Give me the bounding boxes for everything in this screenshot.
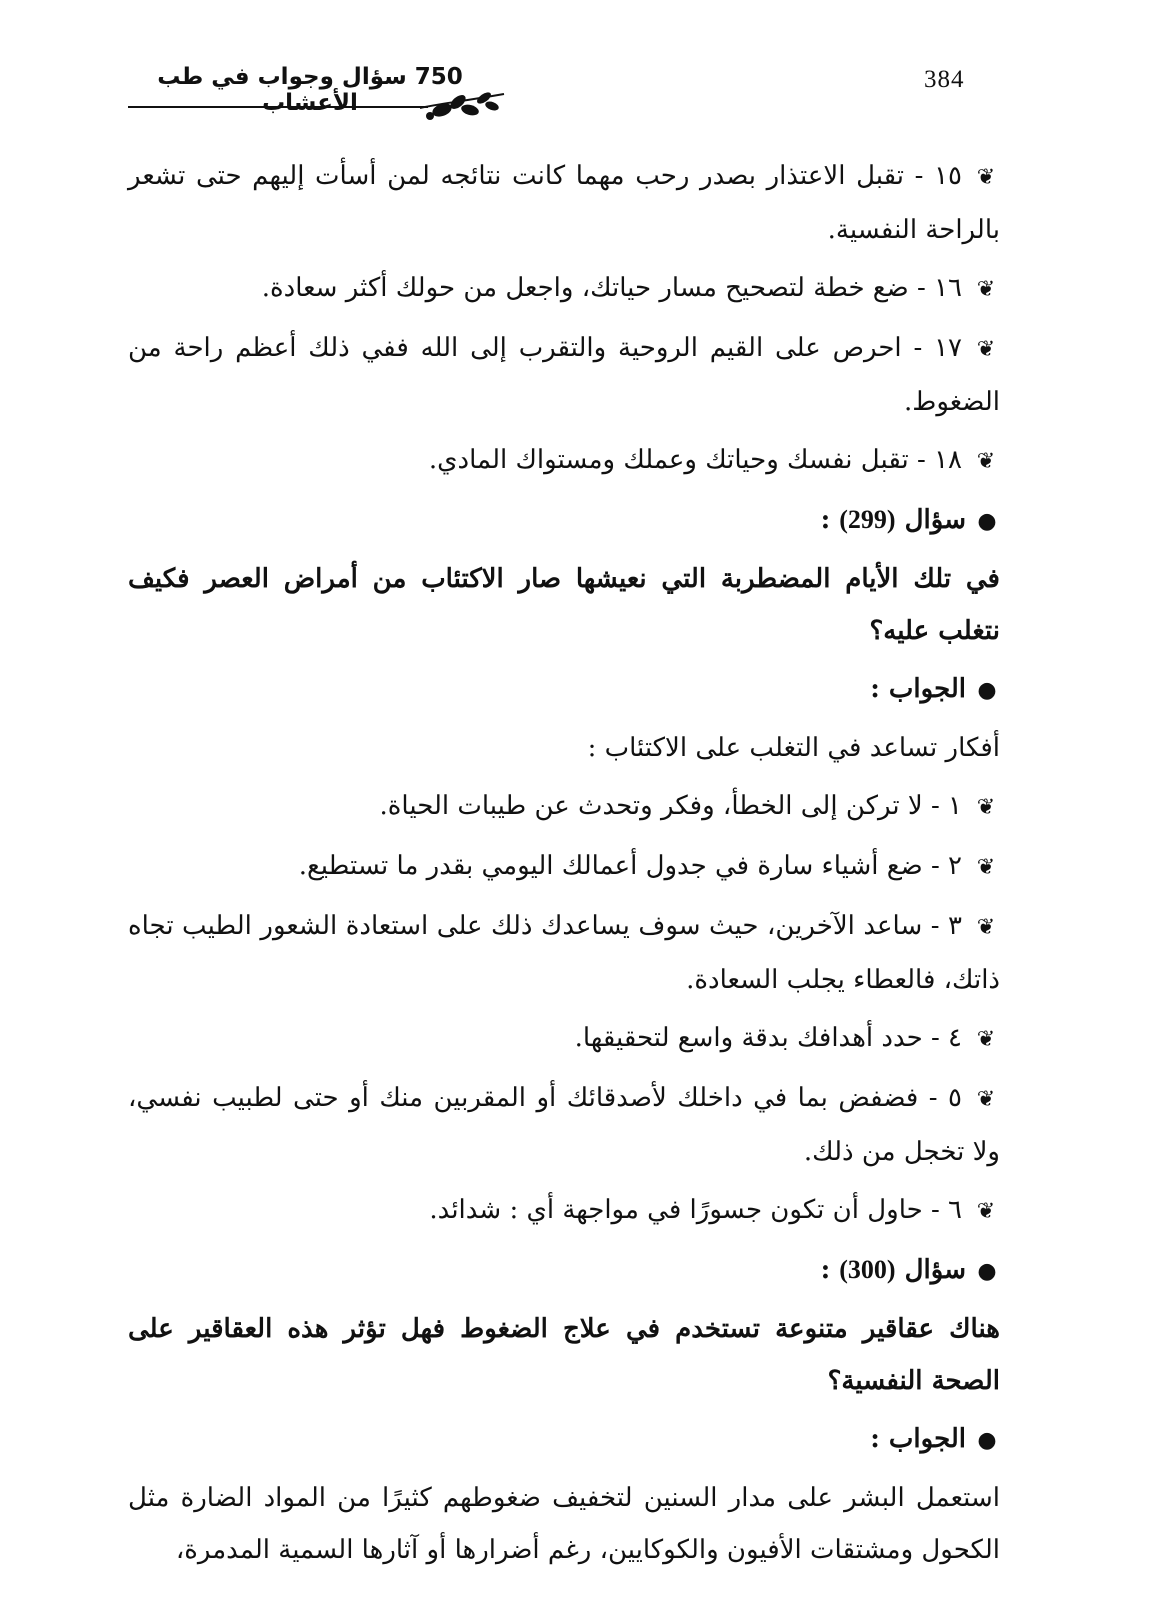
answer-text: استعمل البشر على مدار السنين لتخفيف ضغوطهم كثيرًا من المواد الضارة مثل الكحول ومشتقات الأفيون والكوكايين، رغم أضرارها أو آثارها السمية المدمرة، [128,1483,1000,1565]
item-number: ٦ [948,1195,962,1225]
apple-icon: ● [977,1258,997,1284]
leaf-bullet-icon: ❦ [976,1027,996,1052]
answer-heading [128,663,1000,716]
leaf-bullet-icon: ❦ [976,277,996,302]
question-number: (300) [839,1255,896,1284]
leaf-bullet-icon: ❦ [976,337,996,362]
item-text: فضفض بما في داخلك لأصدقائك أو المقربين منك أو حتى لطبيب نفسي، ولا تخجل من ذلك. [128,1083,1000,1167]
apple-icon: ● [977,508,997,534]
answer-intro: أفكار تساعد في التغلب على الاكتئاب : [587,733,1000,763]
item-number: ٥ [948,1083,962,1113]
item-text: ضع خطة لتصحيح مسار حياتك، واجعل من حولك أكثر سعادة. [261,273,909,303]
item-number: ١٦ [934,273,962,303]
list-item: ❦١ - لا تركن إلى الخطأ، وفكر وتحدث عن طيبات الحياة. [128,780,1000,834]
list-item: ❦٦ - حاول أن تكون جسورًا في مواجهة أي : شدائد. [128,1184,1000,1238]
item-text: لا تركن إلى الخطأ، وفكر وتحدث عن طيبات الحياة. [379,791,923,821]
question-heading [128,494,1000,547]
item-text: حاول أن تكون جسورًا في مواجهة أي : شدائد. [429,1195,923,1225]
question-number: (299) [839,505,896,534]
question-label: سؤال [904,505,966,535]
leaf-bullet-icon: ❦ [976,449,996,474]
item-text: ضع أشياء سارة في جدول أعمالك اليومي بقدر ما تستطيع. [298,851,923,881]
leaf-bullet-icon: ❦ [976,1199,996,1224]
list-item: ❦٣ - ساعد الآخرين، حيث سوف يساعدك ذلك على استعادة الشعور الطيب تجاه ذاتك، فالعطاء يجلب السعادة. [128,900,1000,1006]
page-content [128,150,1000,1582]
item-number: ٣ [948,911,962,941]
question-label: سؤال [904,1255,966,1285]
list-item: ❦٢ - ضع أشياء سارة في جدول أعمالك اليومي بقدر ما تستطيع. [128,840,1000,894]
item-number: ١ [948,791,962,821]
page-header [128,62,976,132]
item-text: تقبل الاعتذار بصدر رحب مهما كانت نتائجه لمن أسأت إليهم حتى تشعر بالراحة النفسية. [128,161,1000,245]
list-item: ❦١٨ - تقبل نفسك وحياتك وعملك ومستواك المادي. [128,434,1000,488]
question-colon: : [820,505,831,535]
answer-heading [128,1413,1000,1466]
leaf-bullet-icon: ❦ [976,915,996,940]
item-text: حدد أهدافك بدقة واسع لتحقيقها. [574,1023,923,1053]
item-text: ساعد الآخرين، حيث سوف يساعدك ذلك على استعادة الشعور الطيب تجاه ذاتك، فالعطاء يجلب السعادة. [128,911,1000,995]
list-item: ❦٥ - فضفض بما في داخلك لأصدقائك أو المقربين منك أو حتى لطبيب نفسي، ولا تخجل من ذلك. [128,1072,1000,1178]
item-number: ١٨ [934,445,962,475]
question-text: في تلك الأيام المضطربة التي نعيشها صار الاكتئاب من أمراض العصر فكيف نتغلب عليه؟ [128,564,1000,646]
answer-label: الجواب : [870,674,966,704]
leaf-bullet-icon: ❦ [976,1087,996,1112]
item-number: ١٧ [934,333,962,363]
item-text: احرص على القيم الروحية والتقرب إلى الله ففي ذلك أعظم راحة من الضغوط. [128,333,1000,417]
page-number: 384 [924,66,965,93]
leaf-bullet-icon: ❦ [976,855,996,880]
list-item: ❦١٧ - احرص على القيم الروحية والتقرب إلى الله ففي ذلك أعظم راحة من الضغوط. [128,322,1000,428]
header-rule [128,106,428,108]
apple-icon: ● [977,677,997,703]
question-heading [128,1244,1000,1297]
item-number: ١٥ [934,161,962,191]
item-text: تقبل نفسك وحياتك وعملك ومستواك المادي. [428,445,909,475]
item-number: ٢ [948,851,962,881]
list-item: ❦١٥ - تقبل الاعتذار بصدر رحب مهما كانت نتائجه لمن أسأت إليهم حتى تشعر بالراحة النفسية. [128,150,1000,256]
leaf-bullet-icon: ❦ [976,795,996,820]
apple-icon: ● [977,1427,997,1453]
item-number: ٤ [948,1023,962,1053]
question-colon: : [820,1255,831,1285]
answer-label: الجواب : [870,1424,966,1454]
question-text: هناك عقاقير متنوعة تستخدم في علاج الضغوط فهل تؤثر هذه العقاقير على الصحة النفسية؟ [128,1314,1000,1396]
leaf-bullet-icon: ❦ [976,165,996,190]
list-item: ❦٤ - حدد أهدافك بدقة واسع لتحقيقها. [128,1012,1000,1066]
list-item: ❦١٦ - ضع خطة لتصحيح مسار حياتك، واجعل من حولك أكثر سعادة. [128,262,1000,316]
floral-ornament-icon [418,86,508,126]
book-title: 750 سؤال وجواب في طب الأعشاب [157,64,463,116]
